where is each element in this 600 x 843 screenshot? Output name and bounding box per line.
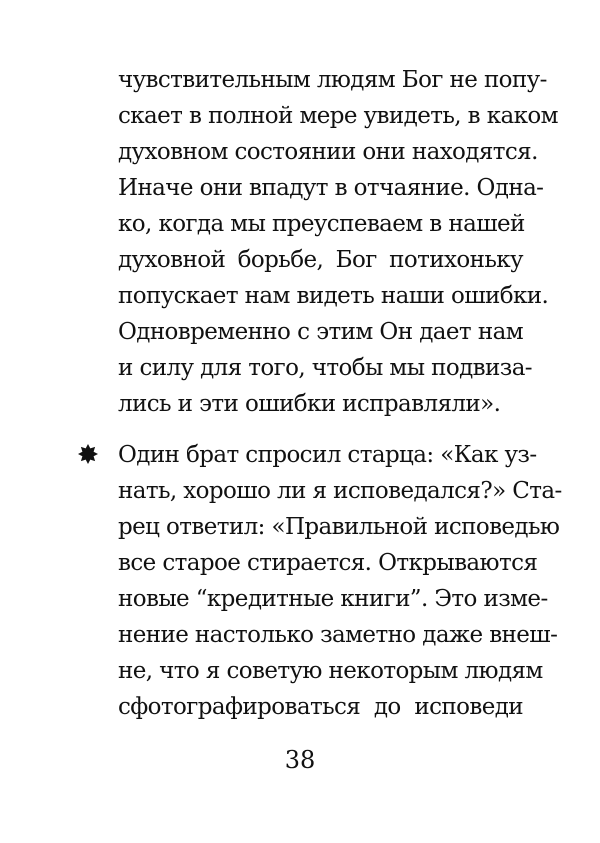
text-line: Иначе они впадут в отчаяние. Одна- <box>118 175 544 201</box>
text-line: скает в полной мере увидеть, в каком <box>118 103 558 129</box>
text-line: все старое стирается. Открываются <box>118 550 538 576</box>
text-line: ко, когда мы преуспеваем в нашей <box>118 211 525 237</box>
text-line: сфотографироваться до исповеди <box>118 694 523 720</box>
text-line: духовной борьбе, Бог потихоньку <box>118 247 523 273</box>
text-line: лись и эти ошибки исправляли». <box>118 391 501 417</box>
text-line: попускает нам видеть наши ошибки. <box>118 283 549 309</box>
eight-point-star-bullet-icon <box>78 444 98 464</box>
text-line: нать, хорошо ли я исповедался?» Ста- <box>118 478 562 504</box>
text-line: новые “кредитные книги”. Это изме- <box>118 586 548 612</box>
text-line: духовном состоянии они находятся. <box>118 139 538 165</box>
text-line: не, что я советую некоторым людям <box>118 658 543 684</box>
text-line: и силу для того, чтобы мы подвиза- <box>118 355 532 381</box>
text-line: рец ответил: «Правильной исповедью <box>118 514 560 540</box>
page-number: 38 <box>284 746 316 774</box>
text-line: Одновременно с этим Он дает нам <box>118 319 523 345</box>
text-line: Один брат спросил старца: «Как уз- <box>118 442 537 468</box>
text-line: нение настолько заметно даже внеш- <box>118 622 558 648</box>
text-line: чувствительным людям Бог не попу- <box>118 67 547 93</box>
